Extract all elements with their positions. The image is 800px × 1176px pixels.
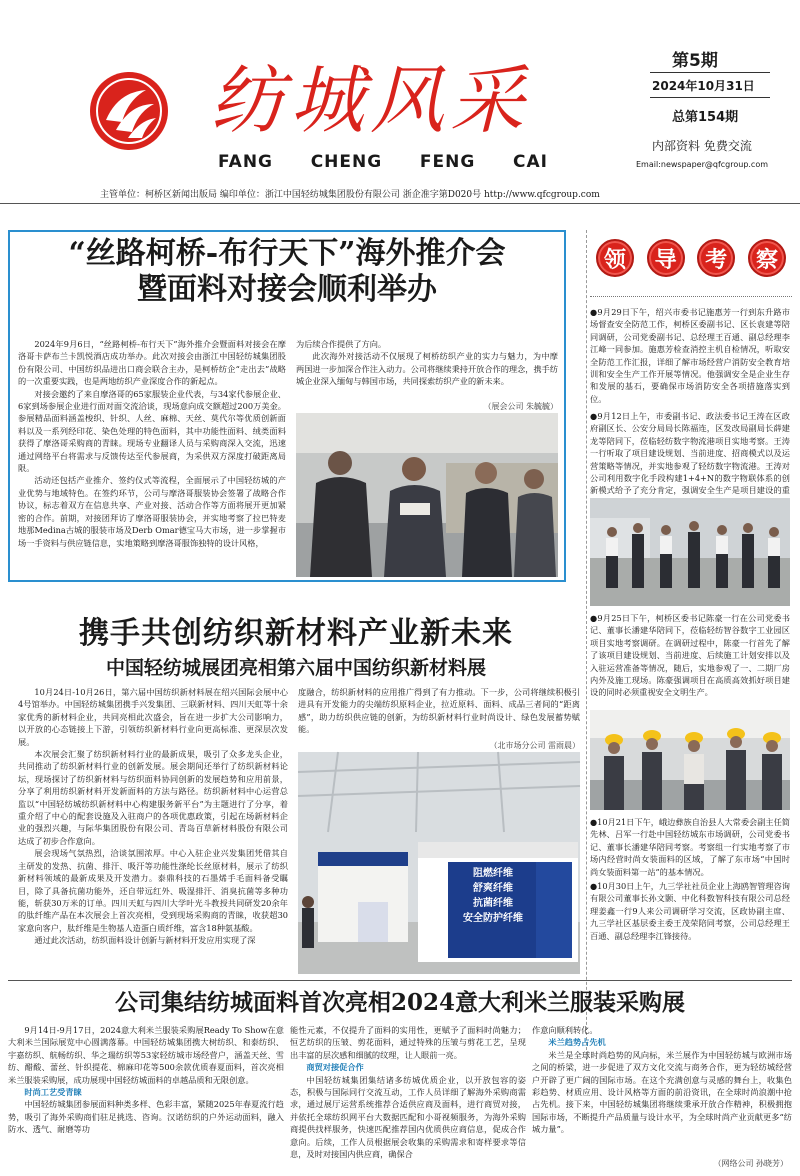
article-3-para: 中国轻纺城集团参展面料种类多样、色彩丰富，紧随2025年春夏流行趋势，吸引了海外采购商们驻足挑选、咨询。汉诺纺织的户外运动面料，融入防水、透气、耐磨等功 — [8, 1099, 284, 1135]
booth-banner-line: 舒爽纤维 — [473, 883, 513, 894]
article-1-para: 此次海外对接活动不仅展现了柯桥纺织产业的实力与魅力，为中摩两国进一步加深合作注入动力。公司将继续秉持开放合作的理念，携手纺城企业深入缅甸与韩国市场，共同探索纺织产业的新未来。 — [296, 351, 559, 387]
article-2-column-2 — [298, 686, 580, 738]
article-2-para: 10月24日-10月26日，第六届中国纺织新材料展在绍兴国际会展中心4号馆举办。中国轻纺城集团携手兴发集团、三联新材料、四川天虹等十余家优秀的新材料企业，共同亮相此次盛会，旨在进一步扩大公司影响力，以开放的心态链接上下游，引领纺织新材料行业向更高标准、更深层次发展。 — [18, 687, 288, 747]
sidebar-header — [596, 236, 786, 280]
article-1-title-line2: 暨面料对接会顺利举办 — [137, 272, 437, 307]
sidebar-photo-2 — [590, 710, 790, 810]
article-2-para: 通过此次活动，纺织面料设计创新与新材料开发应用实现了深 — [34, 935, 256, 946]
pinyin-1: FANG — [218, 152, 273, 172]
article-3-byline: （网络公司 孙晓芳） — [713, 1159, 788, 1168]
pinyin-3: FENG — [419, 152, 476, 172]
article-3-para: 能性元素，不仅提升了面料的实用性，更赋予了面料时尚魅力；恒艺纺织的压皱、剪花面料，通过特殊的压皱与剪花工艺，呈现出丰富的层次感和细腻的纹理，让人眼前一亮。 — [290, 1025, 526, 1060]
booth-banner-line: 抗菌纤维 — [473, 898, 513, 909]
sidebar-item-5: ●10月30日上午，九三学社社员企业上海鸥智管理咨询有限公司董事长孙文颢、中化科数智科技有限公司总经理姜鑫一行9人来公司调研学习交流，区政协副主席、九三学社区基层委主委王茂荣陪同考察，公司总经理王百通、副总经理李江锋接待。 — [590, 881, 790, 941]
masthead-divider — [0, 203, 800, 204]
sidebar-photo-1 — [590, 498, 790, 606]
article-1-photo-caption: （展会公司 朱毓毓） — [483, 402, 558, 411]
article-1-para: 2024年9月6日，“丝路柯桥-布行天下”海外推介会暨面料对接会在摩洛哥卡萨布兰卡凯悦酒店成功举办。此次对接会由浙江中国轻纺城集团股份有限公司、中国纺织品进出口商会联合主办，是柯桥纺企“走出去”战略的一次重要实践，也是两地纺织产业深度合作的新起点。 — [18, 339, 286, 387]
article-3-para: 米兰是全球时尚趋势的风向标，米兰展作为中国轻纺城与欧洲市场之间的桥梁，进一步促进了双方文化交流与商务合作，更为轻纺城经营户开辟了更广阔的国际市场。在这个充满创意与灵感的舞台上，收集色彩趋势、材质应用、设计风格等方面的前沿资讯，在全球时尚浪潮中抢占先机。接下来，中国轻纺城集团将继续秉承开放合作精神，积极拥抱国际市场，不断提升产品质量与设计水平，为全球时尚产业贡献更多“纺城力量”。 — [532, 1049, 792, 1135]
article-3-top-rule — [8, 980, 792, 981]
sidebar-header-char-2: 导 — [647, 239, 685, 277]
sponsor-line: 主管单位：柯桥区新闻出版局 编印单位：浙江中国轻纺城集团股份有限公司 浙企准字第D020号 http://www.qfcgroup.com — [100, 190, 600, 200]
article-2-para: 度融合，纺织新材料的应用推广得到了有力推动。下一步，公司将继续积极引进具有开发能力的尖端纺织原料企业，拉近原料、面料、成品三者间的“距离感”，助力纺织供应链的创新，为纺织新材料行业时尚设计、绿色发展蓄势赋能。 — [298, 687, 580, 735]
article-3-para: 作意向顺利转化。 — [532, 1025, 598, 1035]
sidebar-item-1: ●9月29日下午，绍兴市委书记施惠芳一行到东升路市场督查安全防范工作，柯桥区委副书记、区长袁建等陪同调研，公司党委副书记、总经理王百通、副总经理李江峰一同参加。施惠芳检查消控主机自检情况，听取安全防范工作汇报，详细了解市场经营户消防安全教育培训和安全生产工作开展等情况。他强调安全是企业生存和发展的基石，要确保市场消防安全各项措施落实到位。 — [590, 307, 790, 404]
article-2-photo — [298, 752, 580, 974]
article-3-subheading-3: 米兰趋势占先机 — [548, 1037, 606, 1048]
masthead — [0, 0, 800, 200]
issue-number: 第5期 — [672, 51, 718, 71]
article-3-subheading-1: 时尚工艺受青睐 — [24, 1087, 82, 1098]
article-2-para: 本次展会汇聚了纺织新材料行业的最新成果，吸引了众多龙头企业，共同推动了纺织新材料行业的创新发展。展会期间还举行了纺织新材料论坛，现场探讨了纺织新材料与纺织面料协同创新的发展趋势和应用前景，分享了利用纺织新材料开发新面料的方法与路径。纺织新材料中心运营总监以“中国轻纺城纺织新材料中心构建服务新平台”为主题进行了分享，着重介绍了中心的配套设施及入驻商户的各项优惠政策，引起在场新材料企业的强烈兴趣，与际华集团股份有限公司、青岛百草新材料股份有限公司达成了初步合作意向。 — [18, 749, 288, 846]
article-2-photo-caption: （北市场分公司 雷雨晨） — [489, 741, 580, 750]
issue-rule-1 — [650, 72, 770, 73]
masthead-title: 纺城风采 — [210, 58, 530, 144]
article-1-column-1 — [18, 338, 286, 578]
sidebar-header-char-4: 察 — [748, 239, 786, 277]
masthead-pinyin — [218, 152, 548, 174]
sidebar-item-3: ●9月25日下午，柯桥区委书记陈豪一行在公司党委书记、董事长潘建华陪同下，莅临轻纺智谷数字工业园区项目实地考察调研。在调研过程中，陈豪一行首先了解了该项目建设规划、当前进度、后续施工计划安排以及入驻运营准备等情况，随后，实地参观了一、二期厂房内外及施工现场。陈豪强调项目在高质高效抓好项目建设的同时必须重视安全文明生产。 — [590, 613, 790, 698]
booth-banner — [452, 866, 534, 926]
contact-email[interactable]: Email:newspaper@qfcgroup.com — [636, 160, 769, 169]
article-2-title: 携手共创纺织新材料产业新未来 — [79, 616, 513, 651]
article-1-column-2 — [296, 338, 558, 398]
pinyin-2: CHENG — [310, 152, 383, 172]
article-3-para: 中国轻纺城集团集结诸多纺城优质企业，以开放包容的姿态，积极与国际同行交流互动，工作人员详细了解海外采购商需求，通过展厅运营系统推荐合适供应商及面料，进行商贸对接，并依托全球纺织网平台大数据匹配和小哥视频服务，为海外采购商提供找样服务，快速匹配推荐国内优质供应商信息，促成合作意向。后续，工作人员根据展会收集的采购需求和寄样要求等信息，及时对接国内供应商，确保合 — [290, 1074, 526, 1160]
company-logo-icon — [88, 70, 170, 152]
booth-banner-line: 安全防护纤维 — [463, 913, 523, 924]
article-1-para: 活动还包括产业推介、签约仪式等流程，全面展示了中国轻纺城的产业优势与地域特色。在签约环节，公司与摩洛哥服装协会签署了战略合作协议，标志着双方在信息共享、产业对接、活动合作等方面将展开更加紧密的合作。前期，对接团拜访了摩洛哥服装协会，并实地考察了拉巴特麦地那Medina古城的服装市场及Derb Omar德宝马大市场，进一步掌握市场一手资料与供应链信息，实地策略到摩洛哥服饰独特的设计风格， — [18, 475, 286, 548]
sidebar-header-char-3: 考 — [697, 239, 735, 277]
issue-rule-2 — [650, 97, 770, 98]
sidebar-header-char-1: 领 — [596, 239, 634, 277]
article-3-para: 9月14日-9月17日，2024意大利米兰服装采购展Ready To Show在意大利米兰国际展览中心圆满落幕。中国轻纺城集团携大树纺织、和泰纺织、宇嘉纺织、航畅纺织、华之瑞纺织等53家轻纺城市场经营户，涵盖天丝、雪纺、醋酸、蕾丝、针织提花、棉麻印花等500余款优质春夏面料，首次亮相米兰服装采购展，成功展现中国轻纺城面料的卓越品质和无限创意。 — [8, 1025, 284, 1085]
article-3-column-1 — [8, 1024, 284, 1172]
pinyin-4: CAI — [513, 152, 548, 172]
booth-banner-line: 阻燃纤维 — [473, 868, 513, 879]
article-1-para: 对接会邀约了来自摩洛哥的65家服装企业代表，与34家代参展企业、6家到场参展企业进行面对面交流洽谈，现场意向成交额超过200万美金。参展精品面料涵盖梭织、针织、人丝、麻棉、天丝、莫代尔等优质创新面料以及一系列经印花、染色处理的特色面料，其中功能性面料、绒类面料获得了摩洛哥采购商的青睐。现场专业翻译人员与采购商深入交流，迅速通过网络平台将需求与反馈传达至代参展商，为采供双方深度打破距离局限。 — [18, 388, 286, 474]
total-issue: 总第154期 — [672, 110, 739, 125]
circulation-note: 内部资料 免费交流 — [652, 139, 752, 153]
article-2-subtitle: 中国轻纺城展团亮相第六届中国纺织新材料展 — [105, 657, 486, 679]
sidebar-item-4: ●10月21日下午，峨边彝族自治县人大常委会副主任简先林、吕军一行赴中国轻纺城东市场调研，公司党委书记、董事长潘建华陪同考察。考察组一行实地考察了市场内经营时尚女装面料的区域，了解了东市场“中国时尚女装面料第一站”的基本情况。 — [590, 817, 790, 877]
article-2-column-1 — [18, 686, 288, 974]
sidebar-header-rule — [590, 296, 792, 297]
article-3-subheading-2: 商贸对接促合作 — [306, 1062, 364, 1073]
article-1-photo — [296, 413, 558, 577]
issue-date: 2024年10月31日 — [652, 79, 755, 93]
article-1-para: 为后续合作提供了方向。 — [296, 339, 387, 349]
article-2-para: 展会现场气氛热烈，洽谈氛围浓厚。中心入驻企业兴发集团凭借其自主研发的发热、抗菌、排汗、吸汗等功能性涤纶长丝原材料，展示了纺织新材料领域的最新成果及开发潜力。泰鼎科技的石墨烯手毛面料备受瞩目，除了具备抗菌功能外，还自带远红外、吸湿排汗、消臭抗菌等多种功能，斩获30万米的订单。四川天虹与四川大学叶光斗教授共同研发20余年的肽纤维产品在本次展会上首次亮相，受到现场采购商的青睐，收获超30家意向客户，肽纤维是生物基人造蛋白质纤维，富含18种氨基酸。 — [18, 848, 288, 933]
article-1-title-line1: “丝路柯桥-布行天下”海外推介会 — [68, 236, 506, 271]
article-3-column-2 — [290, 1024, 526, 1172]
article-3-title: 公司集结纺城面料首次亮相2024意大利米兰服装采购展 — [114, 989, 685, 1016]
article-3-column-3 — [532, 1024, 792, 1156]
sidebar-item-2: ●9月12日上午，市委副书记、政法委书记王涛在区政府副区长、公安分局局长陈福连，区发改局副局长薛建龙等陪同下，莅临轻纺数字物流港项目实地考察。王涛一行听取了项目建设规划、当前进度、招商模式以及运营策略等情况，并实地参观了轻纺数字物流港。王涛对公司利用数字化手段构建1+4+N的数字物联体系的创新模式给予了充分肯定，强调安全生产是项目建设的重 — [590, 411, 790, 496]
